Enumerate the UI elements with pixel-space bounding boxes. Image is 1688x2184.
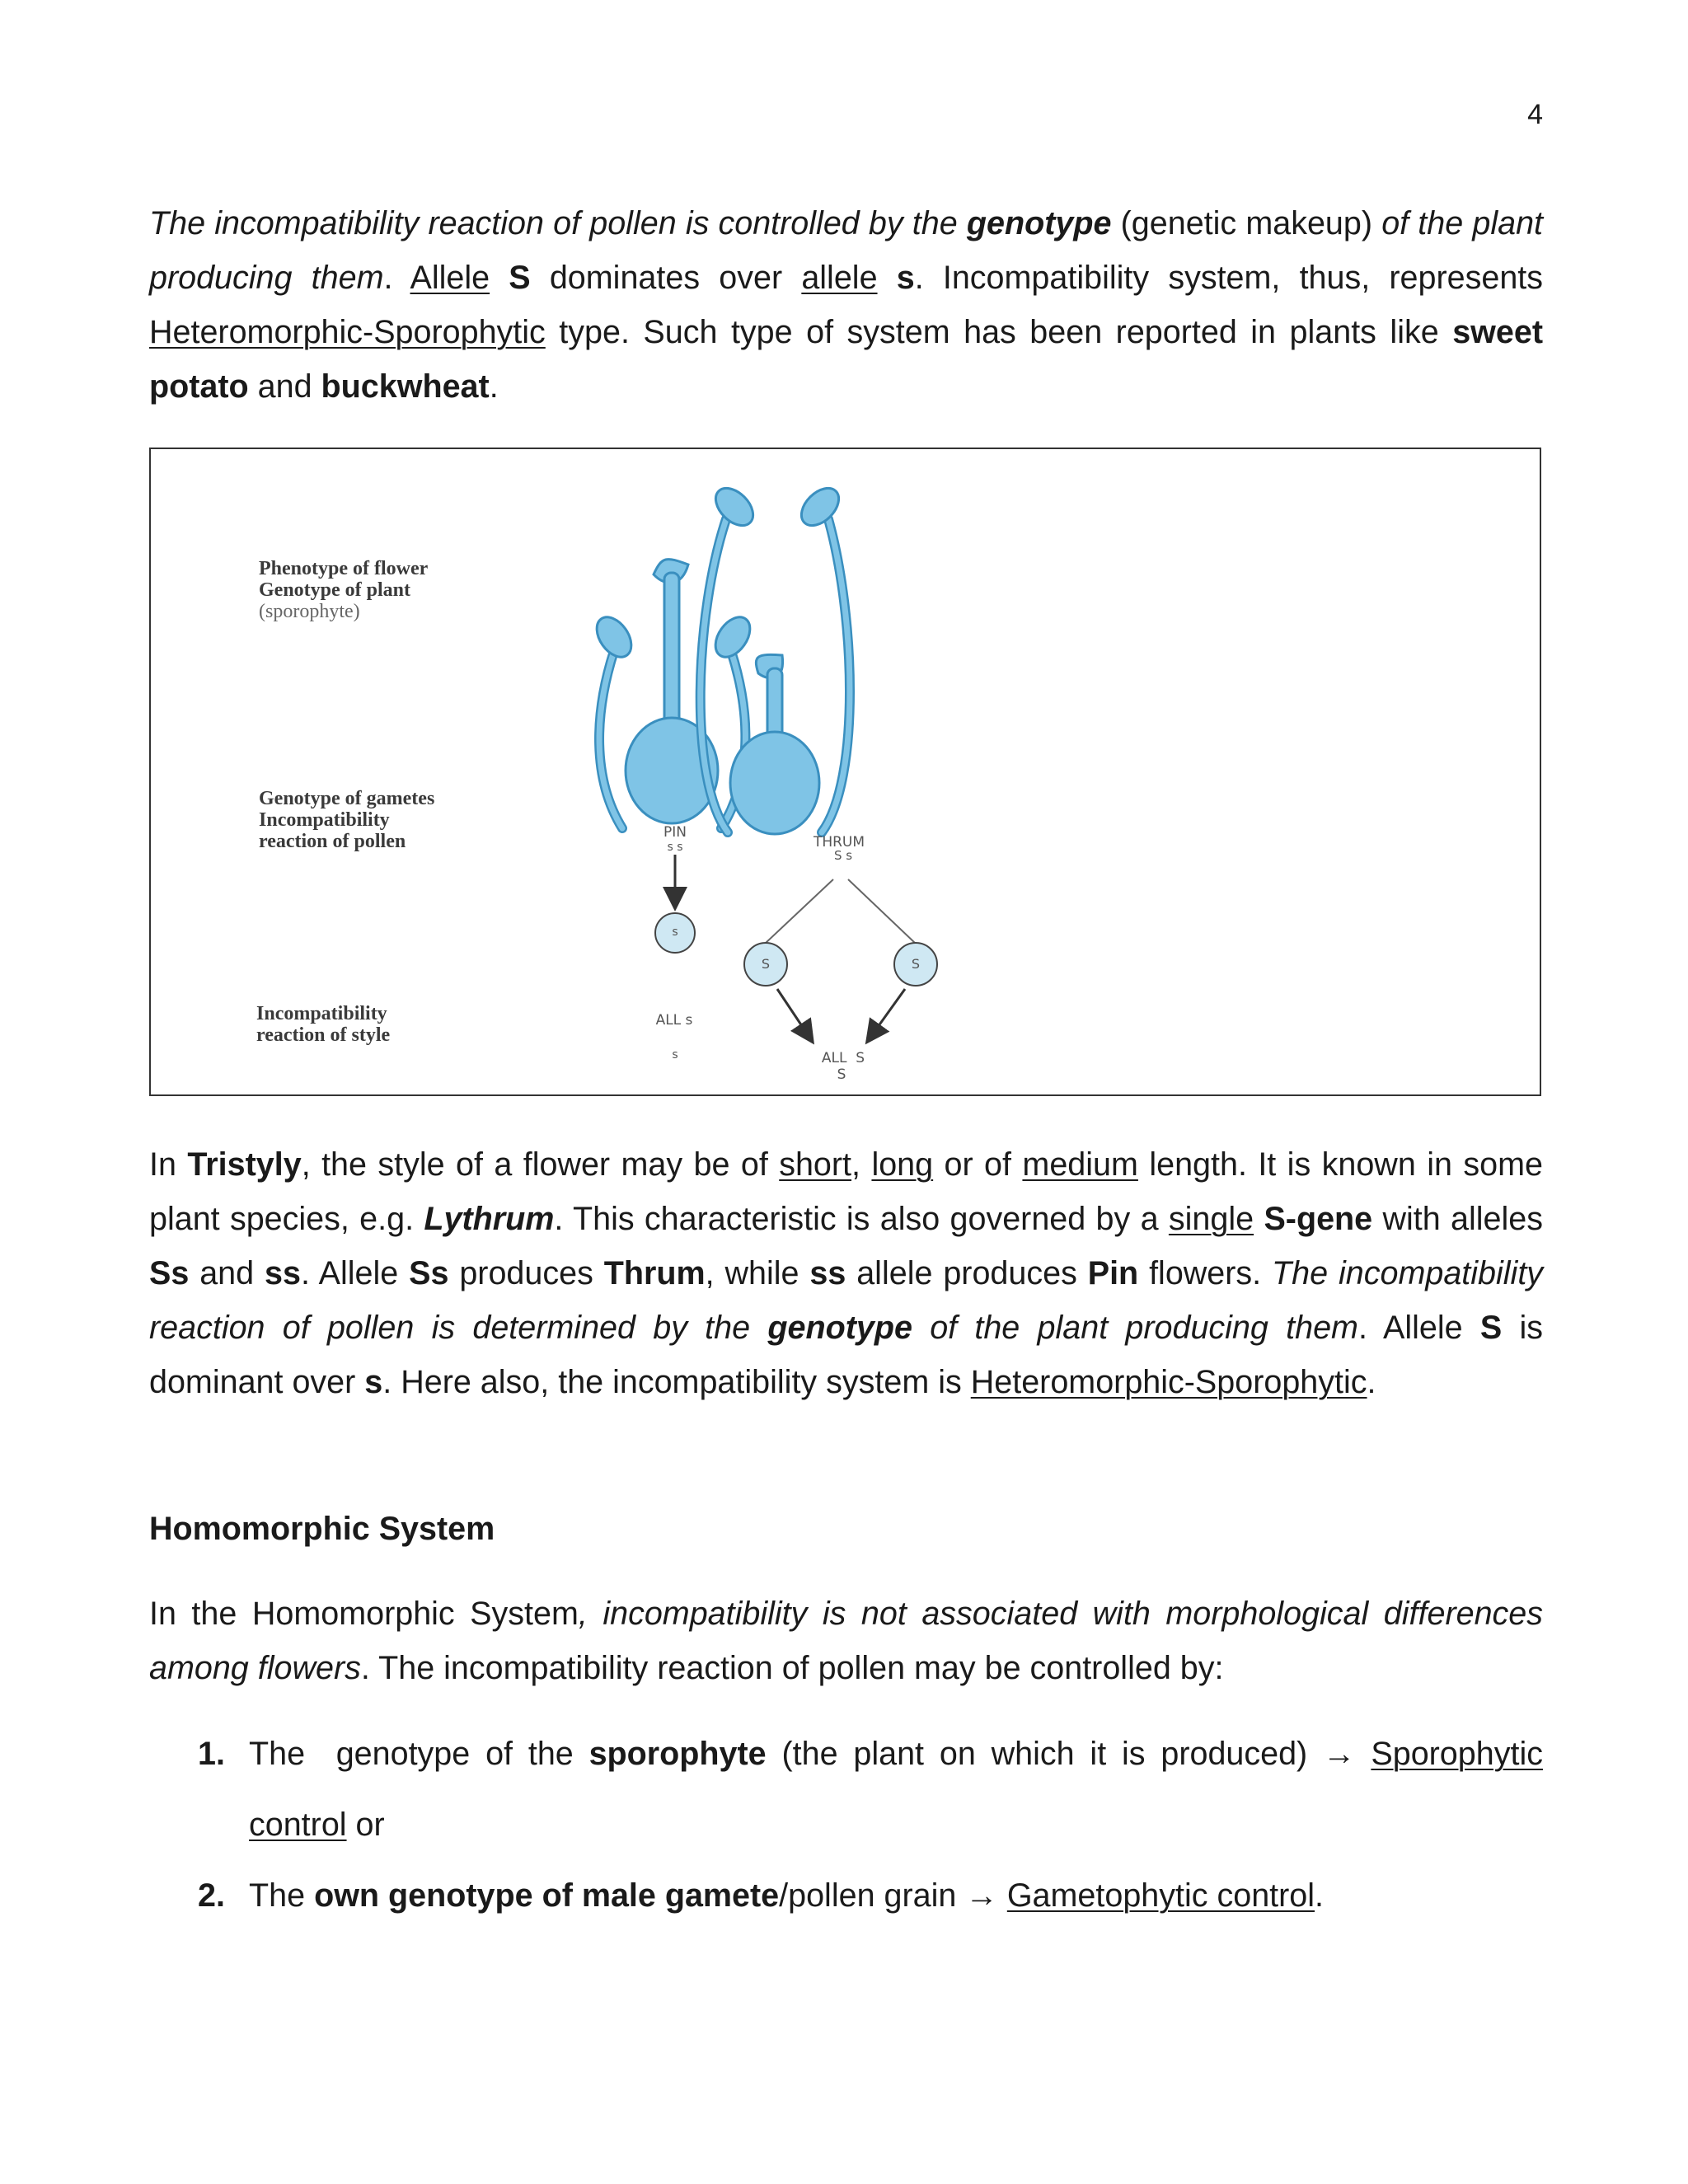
text-span: of the plant producing them	[930, 1310, 1358, 1346]
label-incompat-style-2: reaction of style	[256, 1024, 391, 1046]
text-span: /pollen grain →	[779, 1877, 998, 1914]
thrum-right-stamen	[822, 519, 850, 832]
text-span: ,	[851, 1146, 861, 1183]
text-span: Heteromorphic-Sporophytic	[149, 314, 546, 350]
text-span: .	[1315, 1877, 1325, 1914]
pin-genotype: s s	[667, 841, 683, 854]
text-span: sporophyte	[588, 1736, 767, 1772]
list-item	[198, 1860, 1543, 1931]
flower-diagram	[151, 449, 1543, 1098]
paragraph-homomorphic	[149, 1586, 1543, 1695]
text-span: Sporophytic control	[249, 1736, 1543, 1843]
text-span: ss	[265, 1255, 301, 1291]
pin-style: s	[672, 1048, 678, 1062]
text-span: Ss	[409, 1255, 449, 1291]
text-span: .	[489, 368, 499, 405]
label-incompat-pollen-1: Incompatibility	[259, 809, 390, 831]
text-span: genotype	[966, 205, 1112, 241]
text-span: type. Such type of system has been reported in plants like	[559, 314, 1439, 350]
thrum-left-anther	[709, 481, 760, 532]
label-sporophyte: (sporophyte)	[259, 601, 360, 622]
list-item-body	[249, 1860, 1543, 1931]
thrum-gamete-left: S	[761, 956, 771, 972]
pin-label: PIN	[663, 824, 687, 841]
text-span: dominates over	[549, 260, 783, 296]
text-span: S	[509, 260, 531, 296]
text-span: , incompatibility is not associated with morphological differences among flowers	[149, 1596, 1543, 1686]
thrum-arrow-left	[777, 989, 810, 1038]
paragraph-heteromorphic-sporophytic	[149, 196, 1543, 414]
pin-all: ALL s	[655, 1012, 693, 1029]
text-span: Thrum	[603, 1255, 706, 1291]
text-span: Tristyly	[187, 1146, 302, 1183]
label-genotype-gametes: Genotype of gametes	[259, 788, 435, 809]
text-span: long	[871, 1146, 934, 1183]
text-span: genotype	[767, 1310, 912, 1346]
text-span: of the plant producing them	[149, 205, 1544, 296]
thrum-style: S	[837, 1066, 846, 1083]
text-span: with alleles	[1382, 1201, 1544, 1237]
text-span: S-gene	[1264, 1201, 1373, 1237]
text-span: S	[1479, 1310, 1503, 1346]
text-span: sweet potato	[149, 314, 1543, 405]
text-span: or	[355, 1807, 385, 1843]
text-span: Gametophytic control	[1006, 1877, 1315, 1914]
text-span: . Allele	[300, 1255, 399, 1291]
thrum-label: THRUM	[813, 834, 865, 851]
text-span: allele	[801, 260, 878, 296]
text-span: allele produces	[856, 1255, 1077, 1291]
label-phenotype: Phenotype of flower	[259, 558, 429, 579]
text-span: Heteromorphic-Sporophytic	[970, 1364, 1367, 1400]
label-genotype-plant: Genotype of plant	[259, 579, 411, 601]
text-span: , the style of a flower may be of	[301, 1146, 768, 1183]
text-span: produces	[459, 1255, 593, 1291]
text-span: buckwheat	[321, 368, 490, 405]
text-span: ss	[809, 1255, 846, 1291]
pin-right-anther	[709, 611, 757, 663]
list-number: 1.	[198, 1736, 225, 1772]
text-span: (the plant on which it is produced) →	[781, 1736, 1356, 1772]
text-span: In the Homomorphic System	[149, 1596, 579, 1632]
text-span: or of	[944, 1146, 1012, 1183]
text-span: . Allele	[1357, 1310, 1463, 1346]
text-span: and	[199, 1255, 255, 1291]
text-span: The incompatibility reaction of pollen is controlled by the	[149, 205, 958, 241]
text-span: In	[149, 1146, 176, 1183]
list-item-body	[249, 1718, 1543, 1860]
page-number: 4	[1527, 99, 1543, 130]
text-span: and	[257, 368, 312, 405]
text-span: The incompatibility reaction of pollen is determined by the	[149, 1255, 1544, 1346]
section-heading: Homomorphic System	[149, 1511, 495, 1547]
text-span: short	[779, 1146, 852, 1183]
text-span: .	[1367, 1364, 1376, 1400]
text-span: Ss	[149, 1255, 190, 1291]
text-span: length. It is known in some plant species, e.g.	[149, 1146, 1543, 1237]
text-span: flowers.	[1149, 1255, 1262, 1291]
text-span: . The incompatibility reaction of pollen may be controlled by:	[360, 1650, 1224, 1686]
thrum-arrow-right	[870, 989, 905, 1038]
thrum-right-anther	[795, 481, 846, 532]
label-incompat-style-1: Incompatibility	[256, 1003, 387, 1024]
pin-gamete: s	[672, 926, 678, 939]
list-item	[198, 1718, 1543, 1860]
paragraph-tristyly	[149, 1137, 1543, 1409]
thrum-genotype: S s	[833, 848, 853, 863]
thrum-all: ALL S	[821, 1050, 865, 1066]
text-span: medium	[1022, 1146, 1138, 1183]
thrum-gamete-right: S	[911, 956, 921, 972]
text-span: . Here also, the incompatibility system is	[382, 1364, 962, 1400]
text-span: (genetic makeup)	[1120, 205, 1373, 241]
pin-left-anther	[590, 611, 639, 663]
text-span: single	[1168, 1201, 1254, 1237]
text-span: , while	[705, 1255, 799, 1291]
thrum-split-left	[765, 879, 833, 944]
thrum-split-right	[848, 879, 916, 944]
text-span: Pin	[1087, 1255, 1139, 1291]
text-span: . Incompatibility system, thus, represents	[914, 260, 1544, 296]
list-number: 2.	[198, 1877, 225, 1914]
label-incompat-pollen-2: reaction of pollen	[259, 831, 406, 852]
heterostyly-figure	[149, 448, 1541, 1096]
text-span: . This characteristic is also governed by a	[554, 1201, 1159, 1237]
text-span: The genotype of the	[249, 1736, 574, 1772]
thrum-ovary	[730, 732, 819, 834]
text-span: is dominant over	[149, 1310, 1543, 1400]
text-span: .	[383, 260, 393, 296]
text-span: Allele	[410, 260, 490, 296]
text-span: Lythrum	[424, 1201, 555, 1237]
text-span: s	[364, 1364, 383, 1400]
text-span: own genotype of male gamete	[314, 1877, 780, 1914]
text-span: The	[249, 1877, 306, 1914]
text-span: s	[896, 260, 915, 296]
